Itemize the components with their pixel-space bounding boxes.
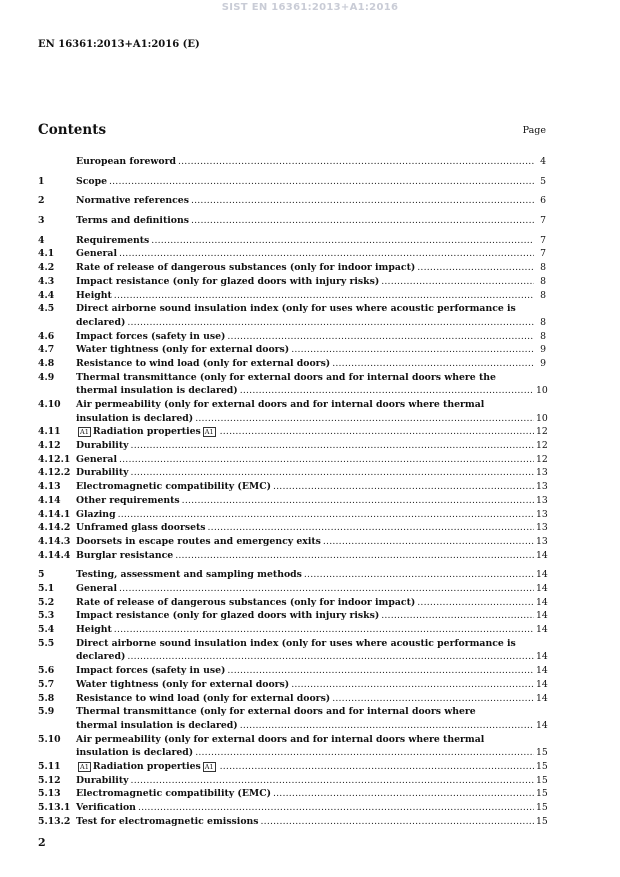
- toc-entry-page: 9: [540, 344, 546, 356]
- toc-entry-page: 13: [536, 522, 548, 534]
- toc-entry-page: 13: [536, 467, 548, 479]
- toc-entry-number: 4.5: [38, 303, 55, 315]
- toc-entry-number: 4.12: [38, 440, 61, 452]
- toc-entry-page: 6: [540, 195, 546, 207]
- toc-entry-number: 5.12: [38, 774, 61, 786]
- toc-entry-number: 5.4: [38, 624, 55, 636]
- toc-entry-number: 3: [38, 215, 45, 227]
- toc-entry-number: 4.12.1: [38, 453, 71, 465]
- toc-entry-page: 7: [540, 248, 546, 260]
- toc-entry-title: Rate of release of dangerous substances (only for indoor impact): [76, 596, 416, 608]
- toc-entry[interactable]: [38, 801, 546, 815]
- toc-entry-title: Impact forces (safety in use): [76, 665, 226, 677]
- dot-leader: [261, 815, 534, 829]
- dot-leader: [220, 760, 534, 774]
- toc-entry-title: Height: [76, 624, 112, 636]
- toc-entry[interactable]: [38, 357, 546, 371]
- toc-entry-title: Air permeability (only for external doors and for internal doors where thermal: [76, 733, 485, 745]
- toc-entry-title: Impact resistance (only for glazed doors with injury risks): [76, 610, 380, 622]
- toc-entry-title: Testing, assessment and sampling methods: [76, 569, 302, 581]
- toc-entry-title: Durability: [76, 440, 129, 452]
- toc-entry-number: 5.9: [38, 706, 55, 718]
- toc-entry-number: 4: [38, 234, 45, 246]
- toc-entry[interactable]: [38, 398, 546, 425]
- toc-entry-title: General: [76, 453, 117, 465]
- toc-entry-title: Thermal transmittance (only for external doors and for internal doors where the: [76, 371, 496, 383]
- toc-entry-page: 14: [536, 665, 548, 677]
- toc-entry-page: 13: [536, 494, 548, 506]
- toc-entry-title: Impact forces (safety in use): [76, 330, 226, 342]
- page-title: Contents: [38, 122, 107, 138]
- dot-leader: [273, 480, 534, 494]
- dot-leader: [138, 801, 534, 815]
- toc-entry-title: Thermal transmittance (only for external doors and for internal doors where: [76, 706, 476, 718]
- toc-entry[interactable]: [38, 623, 546, 637]
- toc-entry[interactable]: [38, 609, 546, 623]
- dot-leader: [119, 582, 534, 596]
- toc-entry-page: 5: [540, 175, 546, 187]
- dot-leader: [131, 774, 534, 788]
- toc-entry-title: Other requirements: [76, 494, 180, 506]
- toc-entry[interactable]: [38, 194, 546, 208]
- toc-entry-number: 2: [38, 195, 45, 207]
- dot-leader: [323, 535, 534, 549]
- toc-entry-number: 5.2: [38, 596, 55, 608]
- toc-entry[interactable]: [38, 494, 546, 508]
- toc-entry-title: thermal insulation is declared): [76, 385, 238, 397]
- toc-entry[interactable]: [38, 760, 546, 774]
- dot-leader: [151, 234, 534, 248]
- dot-leader: [127, 650, 534, 664]
- document-identifier: EN 16361:2013+A1:2016 (E): [38, 39, 200, 50]
- toc-entry-number: 4.1: [38, 248, 55, 260]
- toc-entry[interactable]: [38, 480, 546, 494]
- toc-entry-page: 14: [536, 719, 548, 731]
- dot-leader: [114, 623, 534, 637]
- dot-leader: [118, 508, 534, 522]
- toc-entry-title: Scope: [76, 175, 107, 187]
- toc-entry[interactable]: [38, 596, 546, 610]
- toc-entry-page: 7: [540, 234, 546, 246]
- dot-leader: [227, 330, 534, 344]
- dot-leader: [119, 453, 534, 467]
- toc-entry[interactable]: [38, 678, 546, 692]
- toc-entry[interactable]: [38, 549, 546, 563]
- toc-entry-page: 14: [536, 582, 548, 594]
- toc-entry[interactable]: [38, 261, 546, 275]
- toc-entry-number: 5: [38, 569, 45, 581]
- toc-entry-page: 15: [536, 815, 548, 827]
- toc-entry-title: European foreword: [76, 156, 176, 167]
- toc-entry-number: 4.7: [38, 344, 55, 356]
- toc-entry-page: 14: [536, 692, 548, 704]
- toc-entry[interactable]: [38, 175, 546, 189]
- toc-entry-number: 5.13: [38, 788, 61, 800]
- toc-entry-number: 1: [38, 175, 45, 187]
- toc-entry-number: 5.3: [38, 610, 55, 622]
- toc-entry-number: 4.3: [38, 275, 55, 287]
- toc-entry-title: Doorsets in escape routes and emergency exits: [76, 535, 321, 547]
- toc-entry-number: 4.14.1: [38, 508, 71, 520]
- toc-entry[interactable]: [38, 787, 546, 801]
- toc-entry-number: 5.11: [38, 760, 61, 772]
- toc-entry-page: 10: [536, 385, 548, 397]
- toc-entry-number: 4.14: [38, 494, 61, 506]
- toc-entry-title: Radiation properties: [92, 426, 201, 438]
- toc-entry-title: Rate of release of dangerous substances (only for indoor impact): [76, 262, 416, 274]
- toc-entry-number: 5.10: [38, 733, 61, 745]
- dot-leader: [195, 412, 534, 426]
- toc-entry-page: 13: [536, 508, 548, 520]
- toc-entry[interactable]: [38, 774, 546, 788]
- toc-entry[interactable]: [38, 521, 546, 535]
- toc-entry-title: Verification: [76, 802, 136, 814]
- dot-leader: [332, 692, 534, 706]
- toc-entry-title: Unframed glass doorsets: [76, 522, 206, 534]
- toc-entry-number: 5.5: [38, 637, 55, 649]
- watermark: SIST EN 16361:2013+A1:2016: [221, 2, 399, 13]
- toc-entry[interactable]: [38, 439, 546, 453]
- dot-leader: [127, 316, 534, 330]
- toc-entry-number: 5.7: [38, 678, 55, 690]
- dot-leader: [119, 247, 534, 261]
- toc-entry-page: 12: [536, 426, 548, 438]
- toc-entry[interactable]: [38, 705, 546, 732]
- toc-entry[interactable]: [38, 568, 546, 582]
- dot-leader: [304, 568, 534, 582]
- toc-entry-page: 10: [536, 412, 548, 424]
- dot-leader: [191, 214, 534, 228]
- toc-entry-page: 14: [536, 651, 548, 663]
- amendment-marker-icon: A1: [80, 428, 89, 437]
- toc-entry-page: 12: [536, 453, 548, 465]
- toc-entry-title: declared): [76, 316, 126, 328]
- toc-entry-page: 15: [536, 747, 548, 759]
- dot-leader: [417, 596, 534, 610]
- amendment-marker-icon: A1: [204, 762, 214, 771]
- dot-leader: [175, 549, 534, 563]
- toc-entry-title: Direct airborne sound insulation index (only for uses where acoustic performance is: [76, 303, 516, 315]
- toc-entry-number: 5.13.1: [38, 802, 71, 814]
- toc-entry-page: 7: [540, 215, 546, 227]
- dot-leader: [178, 155, 534, 169]
- toc-entry-title: Radiation properties: [92, 760, 201, 772]
- toc-entry[interactable]: [38, 508, 546, 522]
- table-of-contents: [38, 155, 546, 828]
- toc-entry[interactable]: [38, 289, 546, 303]
- toc-entry-page: 15: [536, 788, 548, 800]
- toc-entry-number: 4.14.3: [38, 535, 71, 547]
- dot-leader: [182, 494, 534, 508]
- toc-entry-number: 4.14.2: [38, 522, 71, 534]
- toc-entry-number: 4.12.2: [38, 467, 71, 479]
- toc-entry-page: 8: [540, 262, 546, 274]
- toc-entry[interactable]: [38, 664, 546, 678]
- dot-leader: [131, 466, 534, 480]
- toc-entry[interactable]: [38, 275, 546, 289]
- toc-entry-title: Water tightness (only for external doors): [76, 344, 290, 356]
- toc-entry-title: Height: [76, 289, 112, 301]
- toc-entry[interactable]: [38, 343, 546, 357]
- toc-entry-title: Burglar resistance: [76, 549, 174, 561]
- toc-entry[interactable]: [38, 453, 546, 467]
- dot-leader: [417, 261, 534, 275]
- dot-leader: [109, 175, 534, 189]
- toc-entry-title: Electromagnetic compatibility (EMC): [76, 788, 271, 800]
- toc-entry-title: Terms and definitions: [76, 215, 189, 227]
- toc-entry-page: 12: [536, 440, 548, 452]
- toc-entry-number: 4.6: [38, 330, 55, 342]
- toc-entry-title: Glazing: [76, 508, 116, 520]
- dot-leader: [291, 343, 534, 357]
- toc-entry[interactable]: [38, 302, 546, 329]
- toc-entry[interactable]: [38, 692, 546, 706]
- toc-entry[interactable]: [38, 330, 546, 344]
- dot-leader: [208, 521, 534, 535]
- toc-entry-title: General: [76, 582, 117, 594]
- toc-entry-number: 5.8: [38, 692, 55, 704]
- dot-leader: [240, 384, 534, 398]
- toc-entry-number: 4.4: [38, 289, 55, 301]
- toc-entry[interactable]: [38, 815, 546, 829]
- toc-entry-title: declared): [76, 651, 126, 663]
- toc-entry[interactable]: [38, 214, 546, 228]
- toc-entry-page: 15: [536, 774, 548, 786]
- toc-entry-page: 14: [536, 596, 548, 608]
- toc-entry-number: 4.14.4: [38, 549, 71, 561]
- toc-entry-number: 4.9: [38, 371, 55, 383]
- amendment-marker-icon: A1: [204, 428, 214, 437]
- toc-entry[interactable]: [38, 466, 546, 480]
- toc-entry-page: 14: [536, 678, 548, 690]
- dot-leader: [131, 439, 534, 453]
- dot-leader: [381, 275, 534, 289]
- toc-entry-title: Durability: [76, 467, 129, 479]
- toc-entry-title: insulation is declared): [76, 412, 194, 424]
- toc-entry-title: Air permeability (only for external doors and for internal doors where thermal: [76, 399, 485, 411]
- toc-entry-page: 8: [540, 330, 546, 342]
- toc-entry[interactable]: [38, 425, 546, 439]
- page-number: 2: [38, 836, 46, 849]
- toc-entry-page: 15: [536, 802, 548, 814]
- toc-entry-title: Direct airborne sound insulation index (only for uses where acoustic performance is: [76, 637, 516, 649]
- dot-leader: [191, 194, 534, 208]
- toc-entry-number: 4.13: [38, 481, 61, 493]
- toc-entry-page: 8: [540, 316, 546, 328]
- amendment-marker-icon: A1: [80, 762, 89, 771]
- toc-entry-page: 15: [536, 760, 548, 772]
- dot-leader: [381, 609, 534, 623]
- toc-entry[interactable]: [38, 155, 546, 169]
- toc-entry-title: Impact resistance (only for glazed doors with injury risks): [76, 275, 380, 287]
- dot-leader: [240, 719, 534, 733]
- toc-entry-page: 13: [536, 481, 548, 493]
- toc-entry-page: 8: [540, 275, 546, 287]
- toc-entry-number: 4.11: [38, 426, 61, 438]
- toc-entry-title: Durability: [76, 774, 129, 786]
- toc-entry[interactable]: [38, 247, 546, 261]
- toc-entry-title: Resistance to wind load (only for external doors): [76, 357, 331, 369]
- toc-entry-page: 8: [540, 289, 546, 301]
- dot-leader: [273, 787, 534, 801]
- toc-entry-number: 5.6: [38, 665, 55, 677]
- toc-entry-page: 14: [536, 610, 548, 622]
- toc-entry-page: 14: [536, 624, 548, 636]
- toc-entry-number: 4.10: [38, 399, 61, 411]
- toc-entry-number: 5.13.2: [38, 815, 71, 827]
- toc-entry-title: Requirements: [76, 234, 150, 246]
- toc-entry-title: Electromagnetic compatibility (EMC): [76, 481, 271, 493]
- dot-leader: [114, 289, 534, 303]
- toc-entry-page: 14: [536, 569, 548, 581]
- toc-entry[interactable]: [38, 733, 546, 760]
- dot-leader: [227, 664, 534, 678]
- toc-entry[interactable]: [38, 637, 546, 664]
- toc-entry-title: Resistance to wind load (only for external doors): [76, 692, 331, 704]
- dot-leader: [291, 678, 534, 692]
- toc-entry[interactable]: [38, 582, 546, 596]
- page-column-label: Page: [522, 125, 546, 136]
- toc-entry-page: 4: [540, 156, 546, 167]
- toc-entry-number: 4.2: [38, 262, 55, 274]
- toc-entry-title: General: [76, 248, 117, 260]
- toc-entry-title: Normative references: [76, 195, 189, 207]
- toc-entry-title: Test for electromagnetic emissions: [76, 815, 259, 827]
- toc-entry-number: 4.8: [38, 357, 55, 369]
- toc-entry[interactable]: [38, 371, 546, 398]
- toc-entry[interactable]: [38, 234, 546, 248]
- toc-entry-title: thermal insulation is declared): [76, 719, 238, 731]
- dot-leader: [332, 357, 534, 371]
- toc-entry-number: 5.1: [38, 582, 55, 594]
- toc-entry-title: insulation is declared): [76, 747, 194, 759]
- dot-leader: [220, 425, 534, 439]
- toc-entry-page: 9: [540, 357, 546, 369]
- toc-entry[interactable]: [38, 535, 546, 549]
- toc-entry-page: 13: [536, 535, 548, 547]
- toc-entry-title: Water tightness (only for external doors): [76, 678, 290, 690]
- toc-entry-page: 14: [536, 549, 548, 561]
- dot-leader: [195, 746, 534, 760]
